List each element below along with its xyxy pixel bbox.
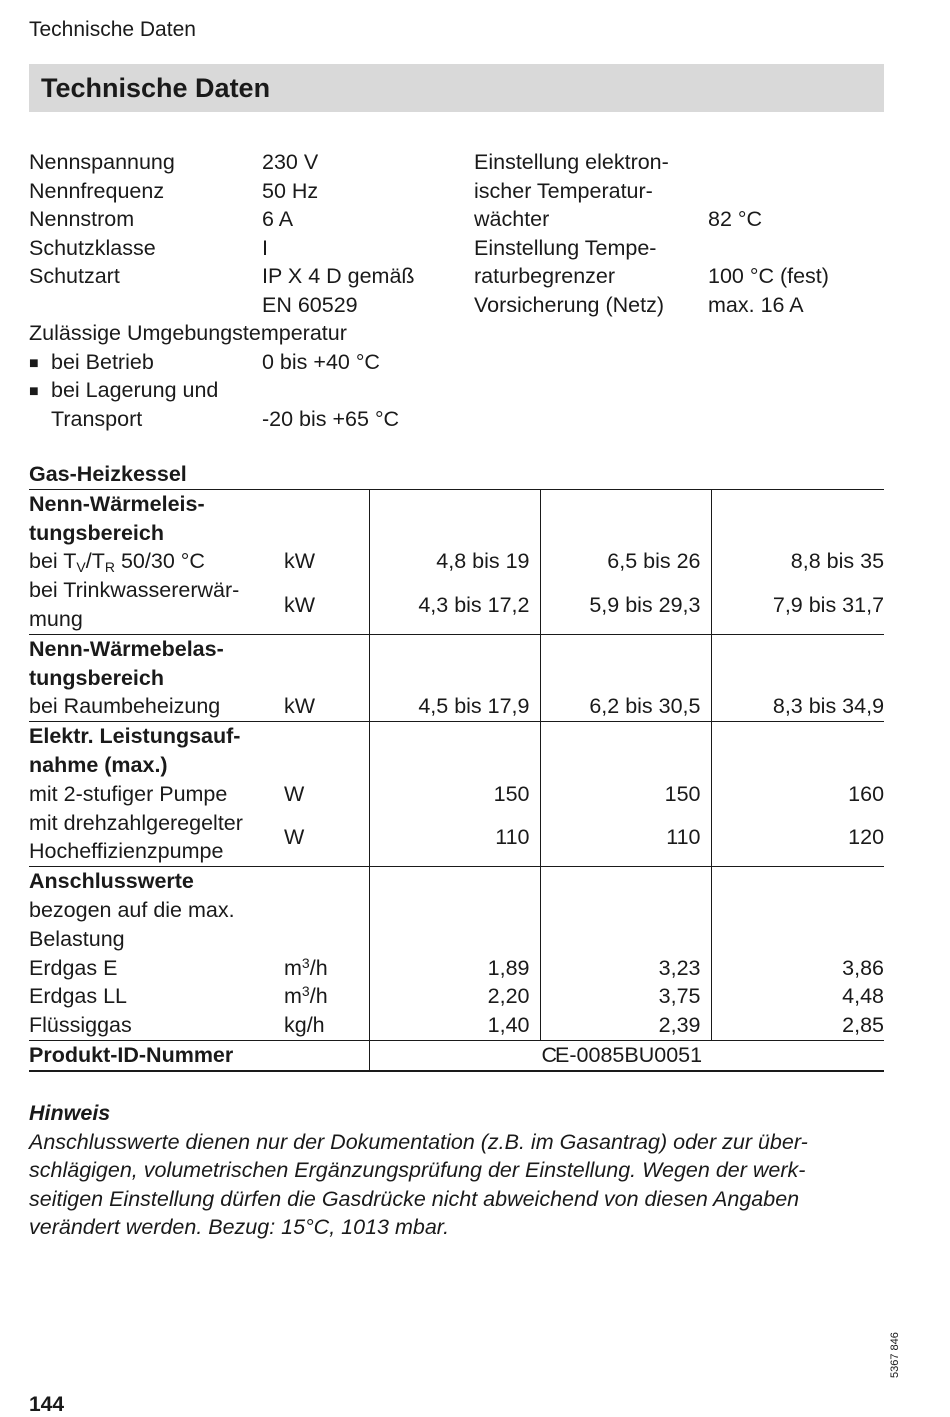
note-line: Anschlusswerte dienen nur der Dokumentation (z.B. im Gasantrag) oder zur über- — [29, 1129, 808, 1154]
table-row — [29, 664, 884, 693]
table-row — [29, 519, 884, 548]
section-heading: Anschlusswerte — [29, 867, 276, 896]
table-row — [29, 751, 884, 780]
cell-value: 3,86 — [711, 954, 884, 983]
section-subheading: Belastung — [29, 926, 125, 951]
table-heading-row — [29, 460, 884, 489]
table-row — [29, 867, 884, 896]
product-id-value: CE-0085BU0051 — [369, 1040, 884, 1070]
spec-value: 50 Hz — [262, 178, 319, 203]
row-label: bei $T_V/T_R$ 50/30 °C — [29, 549, 205, 576]
cell-value: 8,8 bis 35 — [711, 547, 884, 576]
table-row — [29, 547, 884, 576]
section-heading: tungsbereich — [29, 520, 164, 545]
note-line: verändert werden. Bezug: 15°C, 1013 mbar. — [29, 1215, 450, 1239]
cell-value: 4,8 bis 19 — [369, 547, 540, 576]
spec-label: wächter — [474, 207, 550, 231]
table-row — [29, 634, 884, 663]
product-id-label: Produkt-ID-Nummer — [29, 1040, 369, 1070]
boiler-data-table — [29, 460, 884, 1072]
cell-value: 110 — [540, 809, 711, 867]
ambient-storage-value: -20 bis +65 °C — [262, 406, 400, 431]
row-label: Erdgas E — [29, 955, 118, 980]
table-row — [29, 982, 884, 1011]
section-heading: tungsbereich — [29, 665, 164, 690]
table-heading: Gas-Heizkessel — [29, 462, 187, 486]
spec-label: Nennfrequenz — [29, 178, 165, 203]
spec-label: Schutzklasse — [29, 235, 156, 260]
cell-value: 6,2 bis 30,5 — [540, 692, 711, 721]
note-block — [29, 1099, 889, 1242]
row-label: Erdgas LL — [29, 984, 128, 1009]
table-row — [29, 809, 884, 867]
spec-label: raturbegrenzer — [474, 264, 616, 288]
row-label: Flüssiggas — [29, 1013, 132, 1038]
spec-value — [708, 148, 829, 177]
ambient-heading: Zulässige Umgebungstemperatur — [29, 321, 347, 345]
cell-value: 4,48 — [711, 982, 884, 1011]
spec-label: Nennstrom — [29, 207, 135, 231]
row-unit: kg/h — [284, 1013, 325, 1038]
cell-value: 160 — [711, 780, 884, 809]
spec-value: 100 °C (fest) — [708, 264, 829, 288]
cell-value: 110 — [369, 809, 540, 867]
cell-value: 150 — [369, 780, 540, 809]
table-row — [29, 1011, 884, 1040]
note-line: seitigen Einstellung dürfen die Gasdrücke nicht abweichend von diesen Angaben — [29, 1186, 800, 1211]
cell-value: 3,23 — [540, 954, 711, 983]
row-unit: kW — [284, 549, 316, 574]
row-unit: $m^3/h$ — [284, 983, 328, 1009]
section-heading: Nenn-Wärmeleis- — [29, 489, 276, 518]
spec-value — [708, 234, 829, 263]
spec-label: Vorsicherung (Netz) — [474, 292, 664, 317]
specs-left-values — [262, 148, 415, 433]
ambient-operation-value: 0 bis +40 °C — [262, 349, 380, 374]
cell-value: 7,9 bis 31,7 — [711, 576, 884, 634]
table-row — [29, 576, 884, 634]
table-row-product-id — [29, 1040, 884, 1070]
bullet-square-icon: ■ — [29, 383, 39, 400]
cell-value: 1,89 — [369, 954, 540, 983]
spacer — [262, 319, 415, 348]
cell-value: 2,39 — [540, 1011, 711, 1040]
cell-value: 2,20 — [369, 982, 540, 1011]
ambient-storage-label-1: bei Lagerung und — [51, 378, 219, 402]
spec-value: 230 V — [262, 150, 319, 174]
row-label: mit 2-stufiger Pumpe — [29, 781, 228, 806]
running-head: Technische Daten — [29, 18, 196, 41]
spacer — [262, 376, 415, 405]
cell-value: 1,40 — [369, 1011, 540, 1040]
row-unit: W — [284, 824, 305, 849]
cell-value: 2,85 — [711, 1011, 884, 1040]
table-row — [29, 896, 884, 925]
spec-value: 6 A — [262, 207, 294, 231]
table-row — [29, 489, 884, 518]
section-title: Technische Daten — [41, 73, 271, 103]
table-row — [29, 954, 884, 983]
table-row — [29, 722, 884, 751]
row-label: bei Trinkwassererwär- mung — [29, 578, 240, 631]
spec-label: Einstellung elektron- — [474, 150, 669, 174]
table-row — [29, 692, 884, 721]
ce-mark-icon: CE — [541, 1042, 568, 1067]
page-number: 144 — [29, 1393, 65, 1416]
table-row — [29, 780, 884, 809]
spec-value: I — [262, 235, 268, 260]
row-unit: $m^3/h$ — [284, 954, 328, 980]
document-number: 5367 846 — [889, 1332, 901, 1378]
spec-value: IP X 4 D gemäß — [262, 264, 415, 288]
section-heading: Elektr. Leistungsauf- — [29, 722, 276, 751]
row-label: mit drehzahlgeregelter Hocheffizienzpumpe — [29, 810, 243, 864]
spec-value: max. 16 A — [708, 292, 804, 317]
cell-value: 120 — [711, 809, 884, 867]
row-label: bei Raumbeheizung — [29, 694, 221, 719]
cell-value: 4,3 bis 17,2 — [369, 576, 540, 634]
section-heading: nahme (max.) — [29, 752, 168, 777]
note-heading: Hinweis — [29, 1101, 111, 1125]
cell-value: 5,9 bis 29,3 — [540, 576, 711, 634]
table-row — [29, 925, 884, 954]
ambient-storage-label-2: Transport — [51, 406, 143, 431]
row-unit: W — [284, 781, 305, 806]
ambient-operation-label: bei Betrieb — [51, 349, 154, 374]
spec-value: EN 60529 — [262, 292, 358, 317]
spec-label: Nennspannung — [29, 150, 175, 174]
note-line: schlägigen, volumetrischen Ergänzungsprüfung der Einstellung. Wegen der werk- — [29, 1158, 806, 1182]
row-unit: kW — [284, 694, 316, 719]
cell-value: 4,5 bis 17,9 — [369, 692, 540, 721]
section-subheading: bezogen auf die max. — [29, 897, 235, 922]
specs-right-labels — [474, 148, 669, 319]
section-title-bar — [29, 64, 884, 112]
spec-value — [708, 177, 829, 206]
cell-value: 6,5 bis 26 — [540, 547, 711, 576]
spec-label: Schutzart — [29, 264, 120, 288]
bullet-square-icon: ■ — [29, 354, 39, 372]
cell-value: 8,3 bis 34,9 — [711, 692, 884, 721]
row-unit: kW — [284, 592, 316, 617]
specs-right-values — [708, 148, 829, 319]
section-heading: Nenn-Wärmebelas- — [29, 634, 276, 663]
cell-value: 3,75 — [540, 982, 711, 1011]
spec-value: 82 °C — [708, 207, 763, 231]
spec-label: ischer Temperatur- — [474, 178, 653, 203]
spec-label: Einstellung Tempe- — [474, 235, 657, 260]
cell-value: 150 — [540, 780, 711, 809]
